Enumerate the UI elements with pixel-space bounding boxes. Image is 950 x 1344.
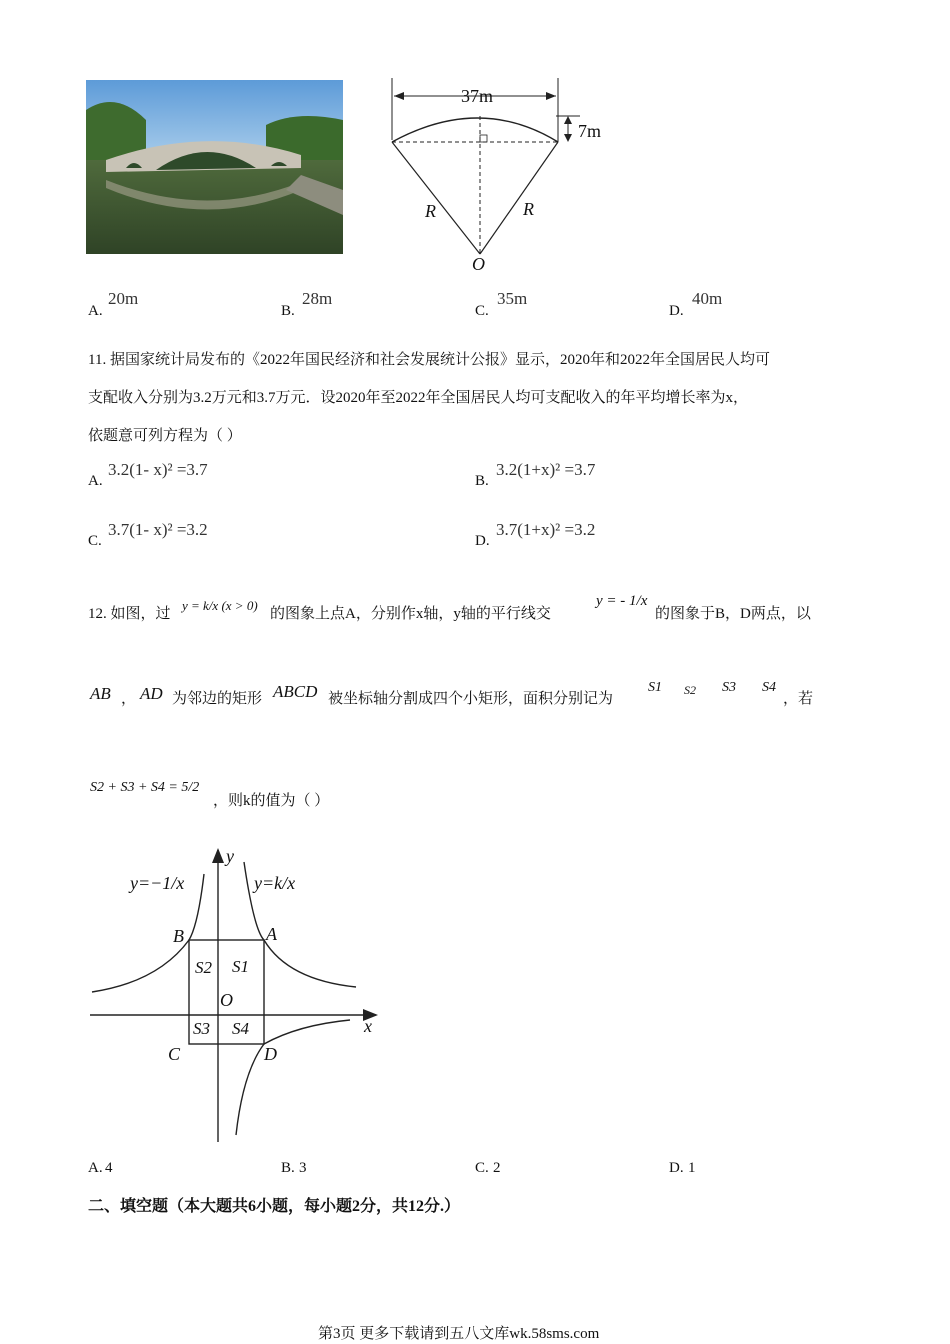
q11-option-d-value: 3.7(1+x)² =3.2: [496, 520, 596, 539]
q12-line2-a: 为邻边的矩形: [172, 691, 263, 707]
diagram-radius-right: R: [523, 199, 534, 219]
q11-option-b-value: 3.2(1+x)² =3.7: [496, 460, 596, 479]
q12-rectangle-abcd: ABCD: [273, 682, 318, 701]
arc-bridge-diagram: [380, 78, 620, 278]
graph-region-s3: S3: [193, 1019, 210, 1038]
q11-line-3: 依题意可列方程为（ ）: [88, 428, 242, 444]
graph-y-axis-label: y: [226, 846, 234, 866]
q12-line2-b: 被坐标轴分割成四个小矩形，面积分别记为: [328, 691, 614, 707]
diagram-height-label: 7m: [578, 121, 602, 141]
q11-option-c-letter: C.: [88, 533, 102, 549]
graph-x-axis-label: x: [364, 1016, 372, 1036]
graph-point-c: C: [168, 1044, 181, 1064]
q11-option-c-value: 3.7(1- x)² =3.2: [108, 520, 208, 539]
q12-option-c-value: 2: [493, 1160, 501, 1176]
diagram-center-label: O: [472, 254, 485, 274]
graph-region-s2: S2: [195, 958, 212, 977]
q12-option-a-value: 4: [105, 1160, 113, 1176]
q10-option-c-letter: C.: [475, 303, 489, 319]
bridge-photo: [86, 80, 343, 254]
q11-line-1: 11. 据国家统计局发布的《2022年国民经济和社会发展统计公报》显示，2020年和2022年全国居民人均可: [88, 352, 770, 368]
q12-line2-c: ，若: [783, 691, 814, 707]
q12-option-d-letter: D.: [669, 1160, 684, 1176]
q11-line-2: 支配收入分别为3.2万元和3.7万元．设2020年至2022年全国居民人均可支配收入的年平均增长率为x，: [88, 390, 749, 406]
q12-line1-c: 的图象于B，D两点，以: [655, 606, 811, 622]
graph-point-a: A: [266, 924, 277, 944]
graph-region-s4: S4: [232, 1019, 249, 1038]
comma-separator: ，: [121, 691, 137, 707]
q12-line1-b: 的图象上点A，分别作x轴，y轴的平行线交: [270, 606, 551, 622]
q10-option-d-letter: D.: [669, 303, 684, 319]
graph-right-curve-label: y=k/x: [254, 873, 296, 893]
q12-formula-neg-hyperbola: y = - 1/x: [596, 593, 648, 609]
diagram-width-label: 37m: [461, 86, 494, 106]
q12-label-s1: S1: [648, 680, 662, 695]
q12-option-b-letter: B.: [281, 1160, 295, 1176]
graph-point-b: B: [173, 926, 184, 946]
q10-option-d-value: 40m: [692, 289, 723, 308]
q10-option-b-letter: B.: [281, 303, 295, 319]
q12-option-c-letter: C.: [475, 1160, 489, 1176]
q12-label-s3: S3: [722, 680, 736, 695]
q12-label-s2: S2: [684, 683, 696, 697]
q12-option-b-value: 3: [299, 1160, 307, 1176]
q11-option-b-letter: B.: [475, 473, 489, 489]
q12-line1-a: 12. 如图，过: [88, 606, 171, 622]
q10-option-b-value: 28m: [302, 289, 333, 308]
q11-option-a-letter: A.: [88, 473, 103, 489]
q12-formula-hyperbola: y = k/x (x > 0): [182, 598, 258, 613]
q10-option-c-value: 35m: [497, 289, 528, 308]
q11-option-a-value: 3.2(1- x)² =3.7: [108, 460, 208, 479]
graph-origin-label: O: [220, 990, 233, 1010]
q12-segment-ad: AD: [140, 684, 163, 703]
q10-option-a-letter: A.: [88, 303, 103, 319]
page-footer: 第3页 更多下载请到五八文库wk.58sms.com: [318, 1326, 600, 1342]
q12-segment-ab: AB: [90, 684, 111, 703]
q10-option-a-value: 20m: [108, 289, 139, 308]
q11-option-d-letter: D.: [475, 533, 490, 549]
diagram-radius-left: R: [425, 201, 436, 221]
q12-option-d-value: 1: [688, 1160, 696, 1176]
graph-left-curve-label: y=−1/x: [130, 873, 185, 893]
q12-option-a-letter: A.: [88, 1160, 103, 1176]
section-heading: 二、填空题（本大题共6小题，每小题2分，共12分.）: [88, 1198, 461, 1215]
graph-region-s1: S1: [232, 957, 249, 976]
q12-line3: ，则k的值为（ ）: [213, 793, 330, 809]
graph-point-d: D: [264, 1044, 277, 1064]
q12-formula-area-sum: S2 + S3 + S4 = 5/2: [90, 780, 200, 795]
q12-label-s4: S4: [762, 680, 776, 695]
